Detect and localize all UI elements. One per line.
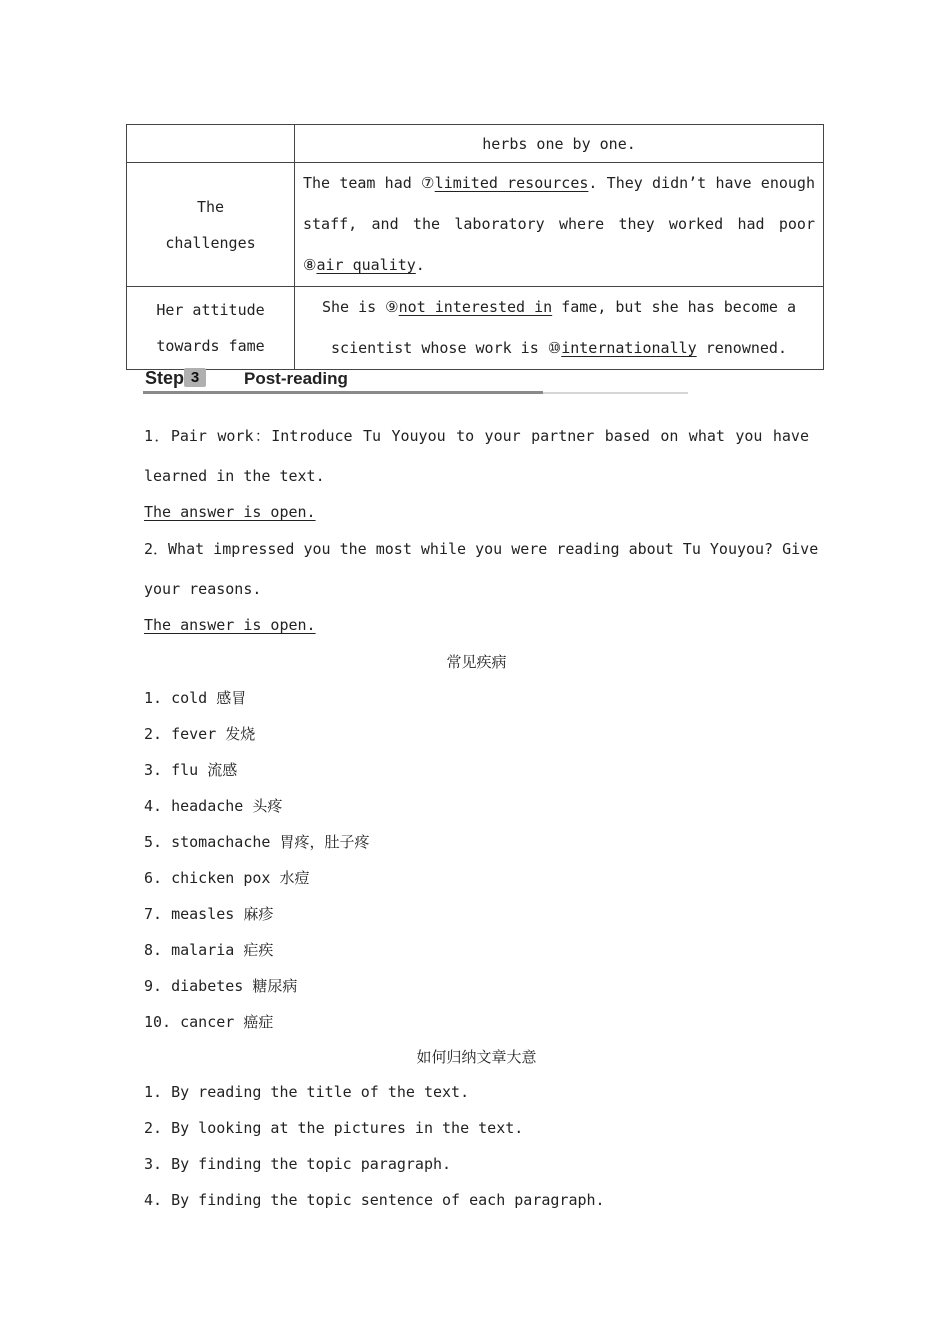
label-line: challenges: [165, 233, 256, 252]
row-text: renowned.: [696, 339, 787, 357]
row-text: She is ⑨: [321, 298, 399, 316]
list-item: 6. chicken pox 水痘: [144, 869, 310, 887]
answer-blank-7: limited resources: [434, 174, 589, 192]
row-content: [295, 125, 824, 163]
question-1-line-2: learned in the text.: [144, 467, 325, 485]
row-label: [127, 125, 295, 163]
list-item: 5. stomachache 胃疼，肚子疼: [144, 833, 370, 851]
list-item: 9. diabetes 糖尿病: [144, 977, 298, 995]
list-item: 4. headache 头疼: [144, 797, 283, 815]
summary-heading: 如何归纳文章大意: [416, 1048, 537, 1066]
list-item: 4. By finding the topic sentence of each paragraph.: [144, 1191, 605, 1209]
answer-blank-10: internationally: [561, 339, 697, 357]
step-word: Step: [145, 368, 185, 388]
list-item: 8. malaria 疟疾: [144, 941, 274, 959]
list-item: 2. fever 发烧: [144, 725, 256, 743]
question-1-answer: The answer is open.: [144, 503, 316, 521]
row-text: scientist whose work is ⑩: [331, 339, 562, 357]
list-item: 1. cold 感冒: [144, 689, 247, 707]
step-number-badge: 3: [184, 368, 206, 387]
row-text: The team had ⑦: [303, 174, 435, 192]
row-text: .: [415, 256, 425, 274]
list-item: 3. flu 流感: [144, 761, 238, 779]
answer-blank-8: air quality: [316, 256, 416, 274]
label-line: Her attitude: [156, 301, 265, 319]
list-item: 7. measles 麻疹: [144, 905, 274, 923]
content-line: [303, 287, 815, 328]
question-2-line-1: 2．What impressed you the most while you were reading about Tu Youyou? Give: [144, 540, 819, 558]
section-title: Post-reading: [244, 369, 348, 388]
list-item: 2. By looking at the pictures in the text.: [144, 1119, 524, 1137]
row-label: [127, 163, 295, 287]
row-text: herbs one by one.: [482, 134, 636, 153]
header-underline-light: [543, 392, 688, 394]
row-label: [127, 287, 295, 370]
question-2-answer: The answer is open.: [144, 616, 316, 634]
diseases-heading: 常见疾病: [446, 653, 507, 671]
list-item: 3. By finding the topic paragraph.: [144, 1155, 452, 1173]
question-2-line-2: your reasons.: [144, 580, 262, 598]
list-item: 10. cancer 癌症: [144, 1013, 274, 1031]
list-item: 1. By reading the title of the text.: [144, 1083, 470, 1101]
table-row: [127, 287, 824, 370]
section-header: [143, 366, 688, 396]
row-content: [295, 287, 824, 370]
question-1-line-1: 1．Pair work：Introduce Tu Youyou to your partner based on what you have: [144, 427, 809, 445]
row-content: [295, 163, 824, 287]
table-row: [127, 163, 824, 287]
table-row: [127, 125, 824, 163]
label-line: The: [196, 197, 225, 216]
header-underline: [143, 391, 543, 394]
row-text: fame, but she has become a: [552, 298, 797, 316]
label-line: towards fame: [156, 337, 265, 355]
answer-blank-9: not interested in: [398, 298, 553, 316]
row-text: . They didn’t have enough staff, and the laboratory where they worked had poor ⑧: [303, 174, 815, 274]
info-table: [126, 124, 824, 370]
content-line: [303, 328, 815, 369]
